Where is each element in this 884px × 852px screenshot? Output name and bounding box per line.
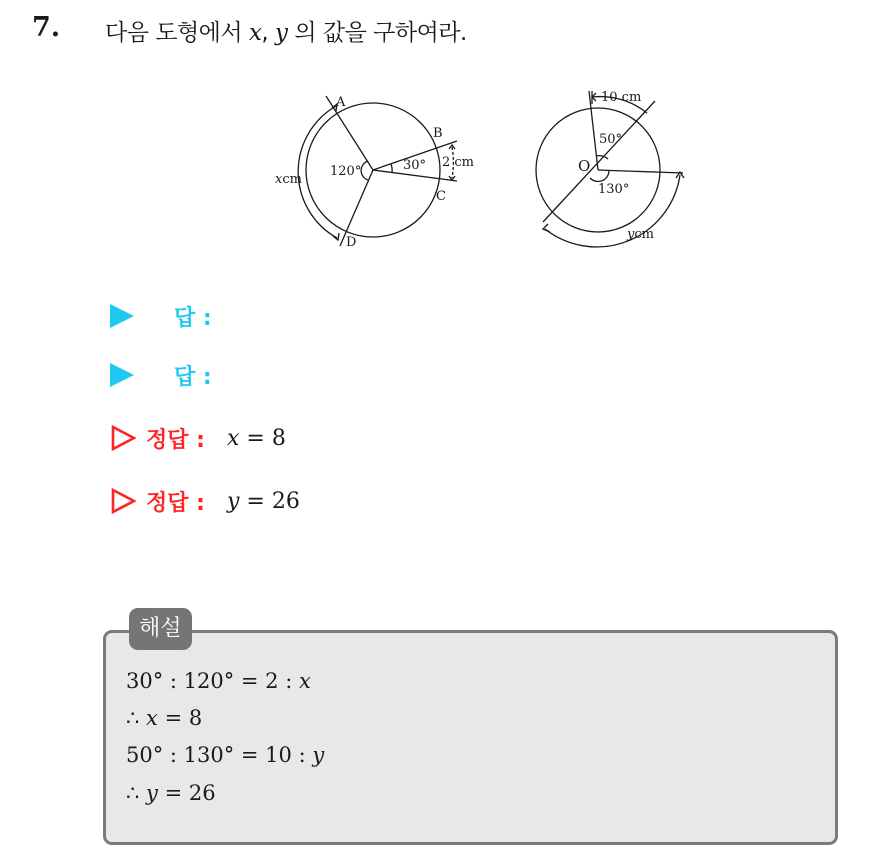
solution-line-2-tail: = 8 bbox=[157, 706, 203, 730]
right-angle-arc-130 bbox=[590, 171, 609, 181]
label-arc-2cm: 2 cm bbox=[442, 155, 475, 170]
label-arc-xcm bbox=[275, 172, 302, 187]
label-b: B bbox=[433, 126, 443, 141]
question-var-x: x bbox=[248, 20, 262, 46]
solution-line-3-text: 50° : 130° = 10 : bbox=[126, 743, 313, 767]
correct-answer-1-play-outline-icon bbox=[110, 425, 136, 451]
label-arc-ycm-unit: cm bbox=[634, 227, 654, 242]
geometry-figures bbox=[0, 0, 884, 280]
solution-box bbox=[103, 630, 838, 845]
label-angle-120: 120° bbox=[330, 164, 362, 179]
figure-right bbox=[536, 91, 684, 247]
answer-blank-2-play-icon bbox=[110, 363, 134, 387]
solution-line-4-var: y bbox=[146, 781, 158, 805]
left-angle-arc-30 bbox=[391, 164, 392, 173]
correct-answer-2-var: y bbox=[226, 488, 240, 514]
correct-answer-1-var: x bbox=[226, 425, 240, 451]
solution-line-2 bbox=[126, 706, 202, 730]
correct-answer-1-eq: = 8 bbox=[246, 425, 286, 451]
solution-line-4 bbox=[126, 781, 216, 805]
left-outer-arc-x-tail bbox=[333, 233, 339, 240]
label-angle-30: 30° bbox=[403, 158, 427, 173]
correct-answer-2-value bbox=[227, 489, 300, 514]
correct-answer-2-play-outline-icon bbox=[110, 488, 136, 514]
solution-line-4-text: ∴ bbox=[126, 781, 147, 805]
solution-line-3-var: y bbox=[312, 743, 325, 767]
label-angle-130: 130° bbox=[598, 182, 630, 197]
solution-line-2-var: x bbox=[146, 706, 158, 730]
answer-blank-1-play-icon bbox=[110, 304, 134, 328]
correct-answer-2 bbox=[110, 484, 300, 518]
answer-blank-2 bbox=[110, 358, 212, 392]
label-arc-ycm bbox=[626, 227, 654, 242]
question-text-before: 다음 도형에서 bbox=[105, 20, 249, 46]
correct-answer-2-eq: = 26 bbox=[246, 488, 300, 514]
right-diameter bbox=[543, 101, 655, 222]
label-d: D bbox=[346, 235, 357, 250]
question-var-y: y bbox=[275, 20, 288, 46]
label-arc-xcm-unit: cm bbox=[282, 172, 302, 187]
correct-answer-1-label: 정답 : bbox=[146, 427, 205, 453]
question-text-after: 의 값을 구하여라. bbox=[287, 20, 467, 46]
solution-tag: 해설 bbox=[129, 608, 192, 650]
solution-line-1-var: x bbox=[298, 669, 311, 693]
label-angle-50: 50° bbox=[599, 132, 623, 147]
figure-left bbox=[298, 96, 457, 246]
answer-blank-1-label: 답 : bbox=[174, 305, 212, 331]
solution-line-1-text: 30° : 120° = 2 : bbox=[126, 669, 299, 693]
solution-line-1 bbox=[126, 669, 311, 693]
question-number: 7. bbox=[32, 12, 61, 43]
solution-line-2-text: ∴ bbox=[126, 706, 147, 730]
solution-line-4-tail: = 26 bbox=[157, 781, 216, 805]
right-radius-right bbox=[598, 170, 683, 173]
solution-line-3 bbox=[126, 743, 324, 767]
correct-answer-1 bbox=[110, 421, 286, 455]
correct-answer-2-label: 정답 : bbox=[146, 490, 205, 516]
answer-blank-1 bbox=[110, 299, 212, 333]
correct-answer-1-value bbox=[227, 426, 286, 451]
label-c: C bbox=[436, 189, 446, 204]
right-radius-up bbox=[589, 91, 598, 170]
right-outer-arc-y-tail bbox=[543, 224, 550, 232]
label-o: O bbox=[578, 157, 591, 175]
label-arc-ycm-var: y bbox=[627, 227, 635, 242]
label-a: A bbox=[336, 95, 346, 110]
left-angle-arc-120 bbox=[361, 161, 368, 180]
label-arc-xcm-var: x bbox=[275, 172, 283, 187]
label-arc-10cm: 10 cm bbox=[601, 90, 642, 105]
answer-blank-2-label: 답 : bbox=[174, 364, 212, 390]
question-comma: , bbox=[261, 20, 276, 46]
